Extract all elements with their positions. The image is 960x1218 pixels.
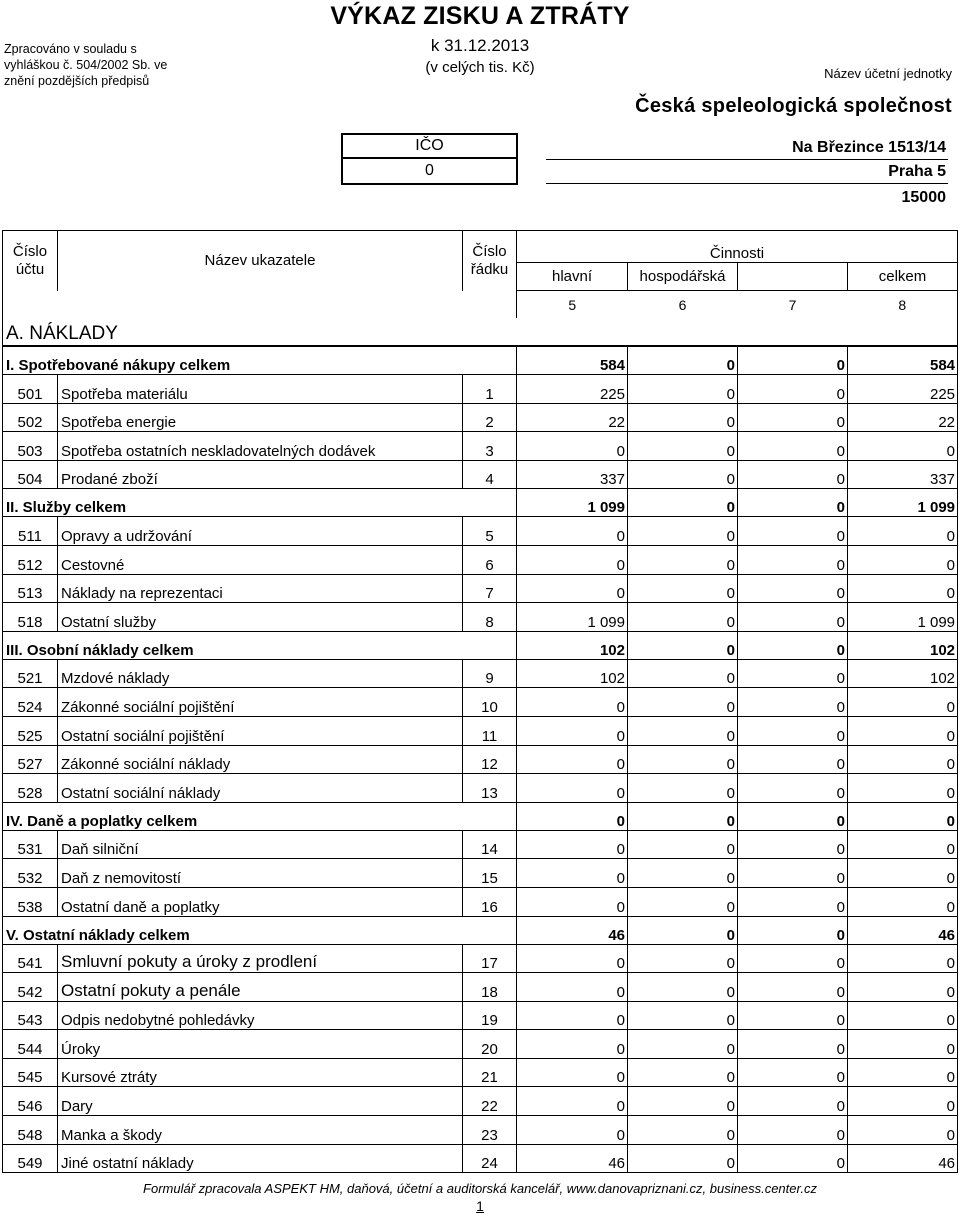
value-col7: 0 [738, 517, 848, 546]
value-col7: 0 [738, 1087, 848, 1116]
table-row [3, 1058, 958, 1087]
line-number: 14 [463, 830, 517, 859]
value-commercial: 0 [628, 745, 738, 774]
col-number: 6 [678, 296, 687, 313]
table-row [3, 1030, 958, 1059]
line-number: 16 [463, 887, 517, 916]
value-main: 0 [517, 688, 628, 717]
value-main: 1 099 [517, 603, 628, 632]
value-commercial: 0 [628, 688, 738, 717]
value-commercial: 0 [628, 830, 738, 859]
col-line-header: Číslo řádku [463, 231, 517, 291]
value-total: 584 [848, 346, 958, 375]
value-main: 102 [517, 631, 628, 659]
value-col7: 0 [738, 745, 848, 774]
value-commercial: 0 [628, 944, 738, 973]
table-row [3, 859, 958, 888]
table-row [3, 688, 958, 717]
line-number: 5 [463, 517, 517, 546]
value-col7: 0 [738, 403, 848, 432]
table-row [3, 973, 958, 1002]
value-commercial: 0 [628, 403, 738, 432]
value-col7: 0 [738, 432, 848, 461]
value-total: 0 [848, 973, 958, 1002]
address-zip: 15000 [901, 189, 946, 206]
line-number: 10 [463, 688, 517, 717]
value-total: 0 [848, 1116, 958, 1145]
value-col7: 0 [738, 944, 848, 973]
account-number: 512 [3, 545, 58, 574]
value-total: 0 [848, 545, 958, 574]
value-col7: 0 [738, 688, 848, 717]
item-name: Kursové ztráty [58, 1058, 463, 1087]
line-number: 11 [463, 716, 517, 745]
value-col7: 0 [738, 460, 848, 489]
value-total: 1 099 [848, 603, 958, 632]
table-row [3, 545, 958, 574]
value-commercial: 0 [628, 973, 738, 1002]
line-number: 9 [463, 659, 517, 688]
value-main: 1 099 [517, 489, 628, 517]
item-name: Spotřeba energie [58, 403, 463, 432]
value-col7: 0 [738, 1144, 848, 1173]
item-name: Ostatní sociální pojištění [58, 716, 463, 745]
value-total: 0 [848, 432, 958, 461]
table-row [3, 944, 958, 973]
account-number: 543 [3, 1001, 58, 1030]
statement-table [2, 230, 958, 1173]
item-name: Ostatní pokuty a penále [58, 973, 463, 1002]
value-commercial: 0 [628, 1030, 738, 1059]
col-account-header: Číslo účtu [3, 231, 58, 291]
value-total: 22 [848, 403, 958, 432]
ico-box [341, 133, 518, 185]
item-name: Zákonné sociální náklady [58, 745, 463, 774]
account-number: 532 [3, 859, 58, 888]
account-number: 504 [3, 460, 58, 489]
footer-note: Formulář zpracovala ASPEKT HM, daňová, účetní a auditorská kancelář, www.danovapriznani.cz, business.center.cz [143, 1181, 817, 1196]
table-row [3, 1001, 958, 1030]
value-main: 0 [517, 1087, 628, 1116]
group-name: III. Osobní náklady celkem [3, 631, 517, 659]
item-name: Cestovné [58, 545, 463, 574]
value-col7: 0 [738, 1001, 848, 1030]
group-row [3, 631, 958, 659]
value-main: 0 [517, 1001, 628, 1030]
value-commercial: 0 [628, 489, 738, 517]
report-date: k 31.12.2013 [430, 36, 530, 55]
table-row [3, 716, 958, 745]
col-7-header [738, 263, 848, 291]
value-main: 0 [517, 774, 628, 803]
line-number: 21 [463, 1058, 517, 1087]
line-number: 17 [463, 944, 517, 973]
value-main: 22 [517, 403, 628, 432]
value-commercial: 0 [628, 1001, 738, 1030]
account-number: 546 [3, 1087, 58, 1116]
account-number: 501 [3, 375, 58, 404]
value-total: 0 [848, 774, 958, 803]
item-name: Opravy a udržování [58, 517, 463, 546]
item-name: Prodané zboží [58, 460, 463, 489]
value-commercial: 0 [628, 346, 738, 375]
value-commercial: 0 [628, 774, 738, 803]
value-col7: 0 [738, 830, 848, 859]
value-main: 0 [517, 545, 628, 574]
value-commercial: 0 [628, 1144, 738, 1173]
item-name: Ostatní služby [58, 603, 463, 632]
value-col7: 0 [738, 1030, 848, 1059]
table-row [3, 603, 958, 632]
value-main: 46 [517, 1144, 628, 1173]
value-commercial: 0 [628, 1058, 738, 1087]
page-number: 1 [476, 1198, 484, 1214]
value-total: 225 [848, 375, 958, 404]
item-name: Jiné ostatní náklady [58, 1144, 463, 1173]
value-total: 1 099 [848, 489, 958, 517]
value-commercial: 0 [628, 1116, 738, 1145]
line-number: 22 [463, 1087, 517, 1116]
value-col7: 0 [738, 802, 848, 830]
account-number: 518 [3, 603, 58, 632]
value-col7: 0 [738, 1116, 848, 1145]
value-commercial: 0 [628, 802, 738, 830]
value-col7: 0 [738, 916, 848, 944]
value-total: 0 [848, 517, 958, 546]
value-main: 0 [517, 745, 628, 774]
group-row [3, 346, 958, 375]
line-number: 1 [463, 375, 517, 404]
item-name: Ostatní sociální náklady [58, 774, 463, 803]
organization-name: Česká speleologická společnost [635, 95, 952, 117]
line-number: 18 [463, 973, 517, 1002]
value-commercial: 0 [628, 460, 738, 489]
value-total: 0 [848, 1001, 958, 1030]
value-total: 0 [848, 1030, 958, 1059]
account-number: 531 [3, 830, 58, 859]
value-main: 0 [517, 432, 628, 461]
value-total: 0 [848, 688, 958, 717]
item-name: Mzdové náklady [58, 659, 463, 688]
value-col7: 0 [738, 973, 848, 1002]
unit-name-label: Název účetní jednotky [824, 66, 952, 81]
group-name: V. Ostatní náklady celkem [3, 916, 517, 944]
value-main: 0 [517, 1030, 628, 1059]
legal-note-line: znění pozdějších předpisů [4, 74, 150, 88]
value-commercial: 0 [628, 859, 738, 888]
table-row [3, 1116, 958, 1145]
value-total: 0 [848, 574, 958, 603]
value-total: 0 [848, 830, 958, 859]
value-col7: 0 [738, 574, 848, 603]
col-commercial-header: hospodářská [628, 263, 738, 291]
value-commercial: 0 [628, 545, 738, 574]
account-number: 542 [3, 973, 58, 1002]
line-number: 15 [463, 859, 517, 888]
value-main: 0 [517, 1116, 628, 1145]
item-name: Spotřeba ostatních neskladovatelných dodávek [58, 432, 463, 461]
value-main: 225 [517, 375, 628, 404]
value-col7: 0 [738, 716, 848, 745]
group-name: IV. Daně a poplatky celkem [3, 802, 517, 830]
ico-value: 0 [425, 162, 434, 179]
value-main: 584 [517, 346, 628, 375]
table-row [3, 574, 958, 603]
col-group-header: Činnosti [517, 231, 958, 263]
group-row [3, 489, 958, 517]
table-row [3, 745, 958, 774]
value-total: 0 [848, 745, 958, 774]
legal-note-line: vyhláškou č. 504/2002 Sb. ve [4, 58, 168, 72]
line-number: 7 [463, 574, 517, 603]
account-number: 528 [3, 774, 58, 803]
value-commercial: 0 [628, 603, 738, 632]
value-main: 0 [517, 716, 628, 745]
group-name: I. Spotřebované nákupy celkem [3, 346, 517, 375]
group-row [3, 802, 958, 830]
col-total-header: celkem [848, 263, 958, 291]
value-total: 0 [848, 802, 958, 830]
value-total: 0 [848, 1058, 958, 1087]
item-name: Daň z nemovitostí [58, 859, 463, 888]
table-row [3, 830, 958, 859]
value-main: 0 [517, 1058, 628, 1087]
value-main: 0 [517, 802, 628, 830]
value-total: 337 [848, 460, 958, 489]
section-title: A. NÁKLADY [3, 318, 958, 346]
value-total: 102 [848, 631, 958, 659]
value-total: 0 [848, 944, 958, 973]
ico-label: IČO [343, 135, 516, 159]
legal-note-line: Zpracováno v souladu s [4, 42, 137, 56]
line-number: 24 [463, 1144, 517, 1173]
item-name: Ostatní daně a poplatky [58, 887, 463, 916]
line-number: 20 [463, 1030, 517, 1059]
value-commercial: 0 [628, 432, 738, 461]
value-col7: 0 [738, 774, 848, 803]
value-commercial: 0 [628, 716, 738, 745]
account-number: 525 [3, 716, 58, 745]
line-number: 8 [463, 603, 517, 632]
value-total: 0 [848, 716, 958, 745]
table-row [3, 1087, 958, 1116]
table-row [3, 403, 958, 432]
value-main: 46 [517, 916, 628, 944]
value-commercial: 0 [628, 631, 738, 659]
account-number: 544 [3, 1030, 58, 1059]
value-total: 0 [848, 887, 958, 916]
address-city: Praha 5 [546, 161, 948, 184]
line-number: 19 [463, 1001, 517, 1030]
value-col7: 0 [738, 375, 848, 404]
value-total: 46 [848, 916, 958, 944]
col-name-header: Název ukazatele [58, 231, 463, 291]
item-name: Dary [58, 1087, 463, 1116]
col-number: 5 [568, 296, 577, 313]
value-commercial: 0 [628, 517, 738, 546]
item-name: Náklady na reprezentaci [58, 574, 463, 603]
value-col7: 0 [738, 659, 848, 688]
value-main: 337 [517, 460, 628, 489]
value-col7: 0 [738, 631, 848, 659]
group-row [3, 916, 958, 944]
line-number: 13 [463, 774, 517, 803]
account-number: 548 [3, 1116, 58, 1145]
account-number: 549 [3, 1144, 58, 1173]
table-row [3, 1144, 958, 1173]
account-number: 527 [3, 745, 58, 774]
account-number: 511 [3, 517, 58, 546]
value-total: 0 [848, 1087, 958, 1116]
value-commercial: 0 [628, 375, 738, 404]
value-col7: 0 [738, 887, 848, 916]
item-name: Zákonné sociální pojištění [58, 688, 463, 717]
item-name: Spotřeba materiálu [58, 375, 463, 404]
value-total: 46 [848, 1144, 958, 1173]
value-col7: 0 [738, 1058, 848, 1087]
value-col7: 0 [738, 545, 848, 574]
value-main: 0 [517, 887, 628, 916]
value-main: 0 [517, 517, 628, 546]
item-name: Smluvní pokuty a úroky z prodlení [58, 944, 463, 973]
account-number: 521 [3, 659, 58, 688]
item-name: Odpis nedobytné pohledávky [58, 1001, 463, 1030]
value-total: 102 [848, 659, 958, 688]
table-row [3, 517, 958, 546]
value-main: 102 [517, 659, 628, 688]
table-row [3, 432, 958, 461]
address-street: Na Březince 1513/14 [546, 137, 948, 160]
account-number: 503 [3, 432, 58, 461]
group-name: II. Služby celkem [3, 489, 517, 517]
col-main-header: hlavní [517, 263, 628, 291]
value-commercial: 0 [628, 574, 738, 603]
account-number: 545 [3, 1058, 58, 1087]
account-number: 541 [3, 944, 58, 973]
item-name: Úroky [58, 1030, 463, 1059]
line-number: 2 [463, 403, 517, 432]
table-row [3, 460, 958, 489]
value-commercial: 0 [628, 887, 738, 916]
value-col7: 0 [738, 489, 848, 517]
value-main: 0 [517, 574, 628, 603]
account-number: 538 [3, 887, 58, 916]
value-total: 0 [848, 859, 958, 888]
value-main: 0 [517, 830, 628, 859]
line-number: 12 [463, 745, 517, 774]
value-main: 0 [517, 859, 628, 888]
account-number: 524 [3, 688, 58, 717]
table-row [3, 659, 958, 688]
col-number: 7 [788, 296, 797, 313]
line-number: 6 [463, 545, 517, 574]
line-number: 3 [463, 432, 517, 461]
value-main: 0 [517, 944, 628, 973]
value-col7: 0 [738, 859, 848, 888]
line-number: 4 [463, 460, 517, 489]
col-number: 8 [848, 291, 958, 319]
value-commercial: 0 [628, 916, 738, 944]
account-number: 502 [3, 403, 58, 432]
value-main: 0 [517, 973, 628, 1002]
item-name: Manka a škody [58, 1116, 463, 1145]
item-name: Daň silniční [58, 830, 463, 859]
value-col7: 0 [738, 603, 848, 632]
report-title: VÝKAZ ZISKU A ZTRÁTY [330, 2, 630, 30]
table-row [3, 774, 958, 803]
value-commercial: 0 [628, 659, 738, 688]
value-commercial: 0 [628, 1087, 738, 1116]
table-row [3, 375, 958, 404]
table-row [3, 887, 958, 916]
report-units: (v celých tis. Kč) [425, 59, 535, 76]
value-col7: 0 [738, 346, 848, 375]
line-number: 23 [463, 1116, 517, 1145]
account-number: 513 [3, 574, 58, 603]
